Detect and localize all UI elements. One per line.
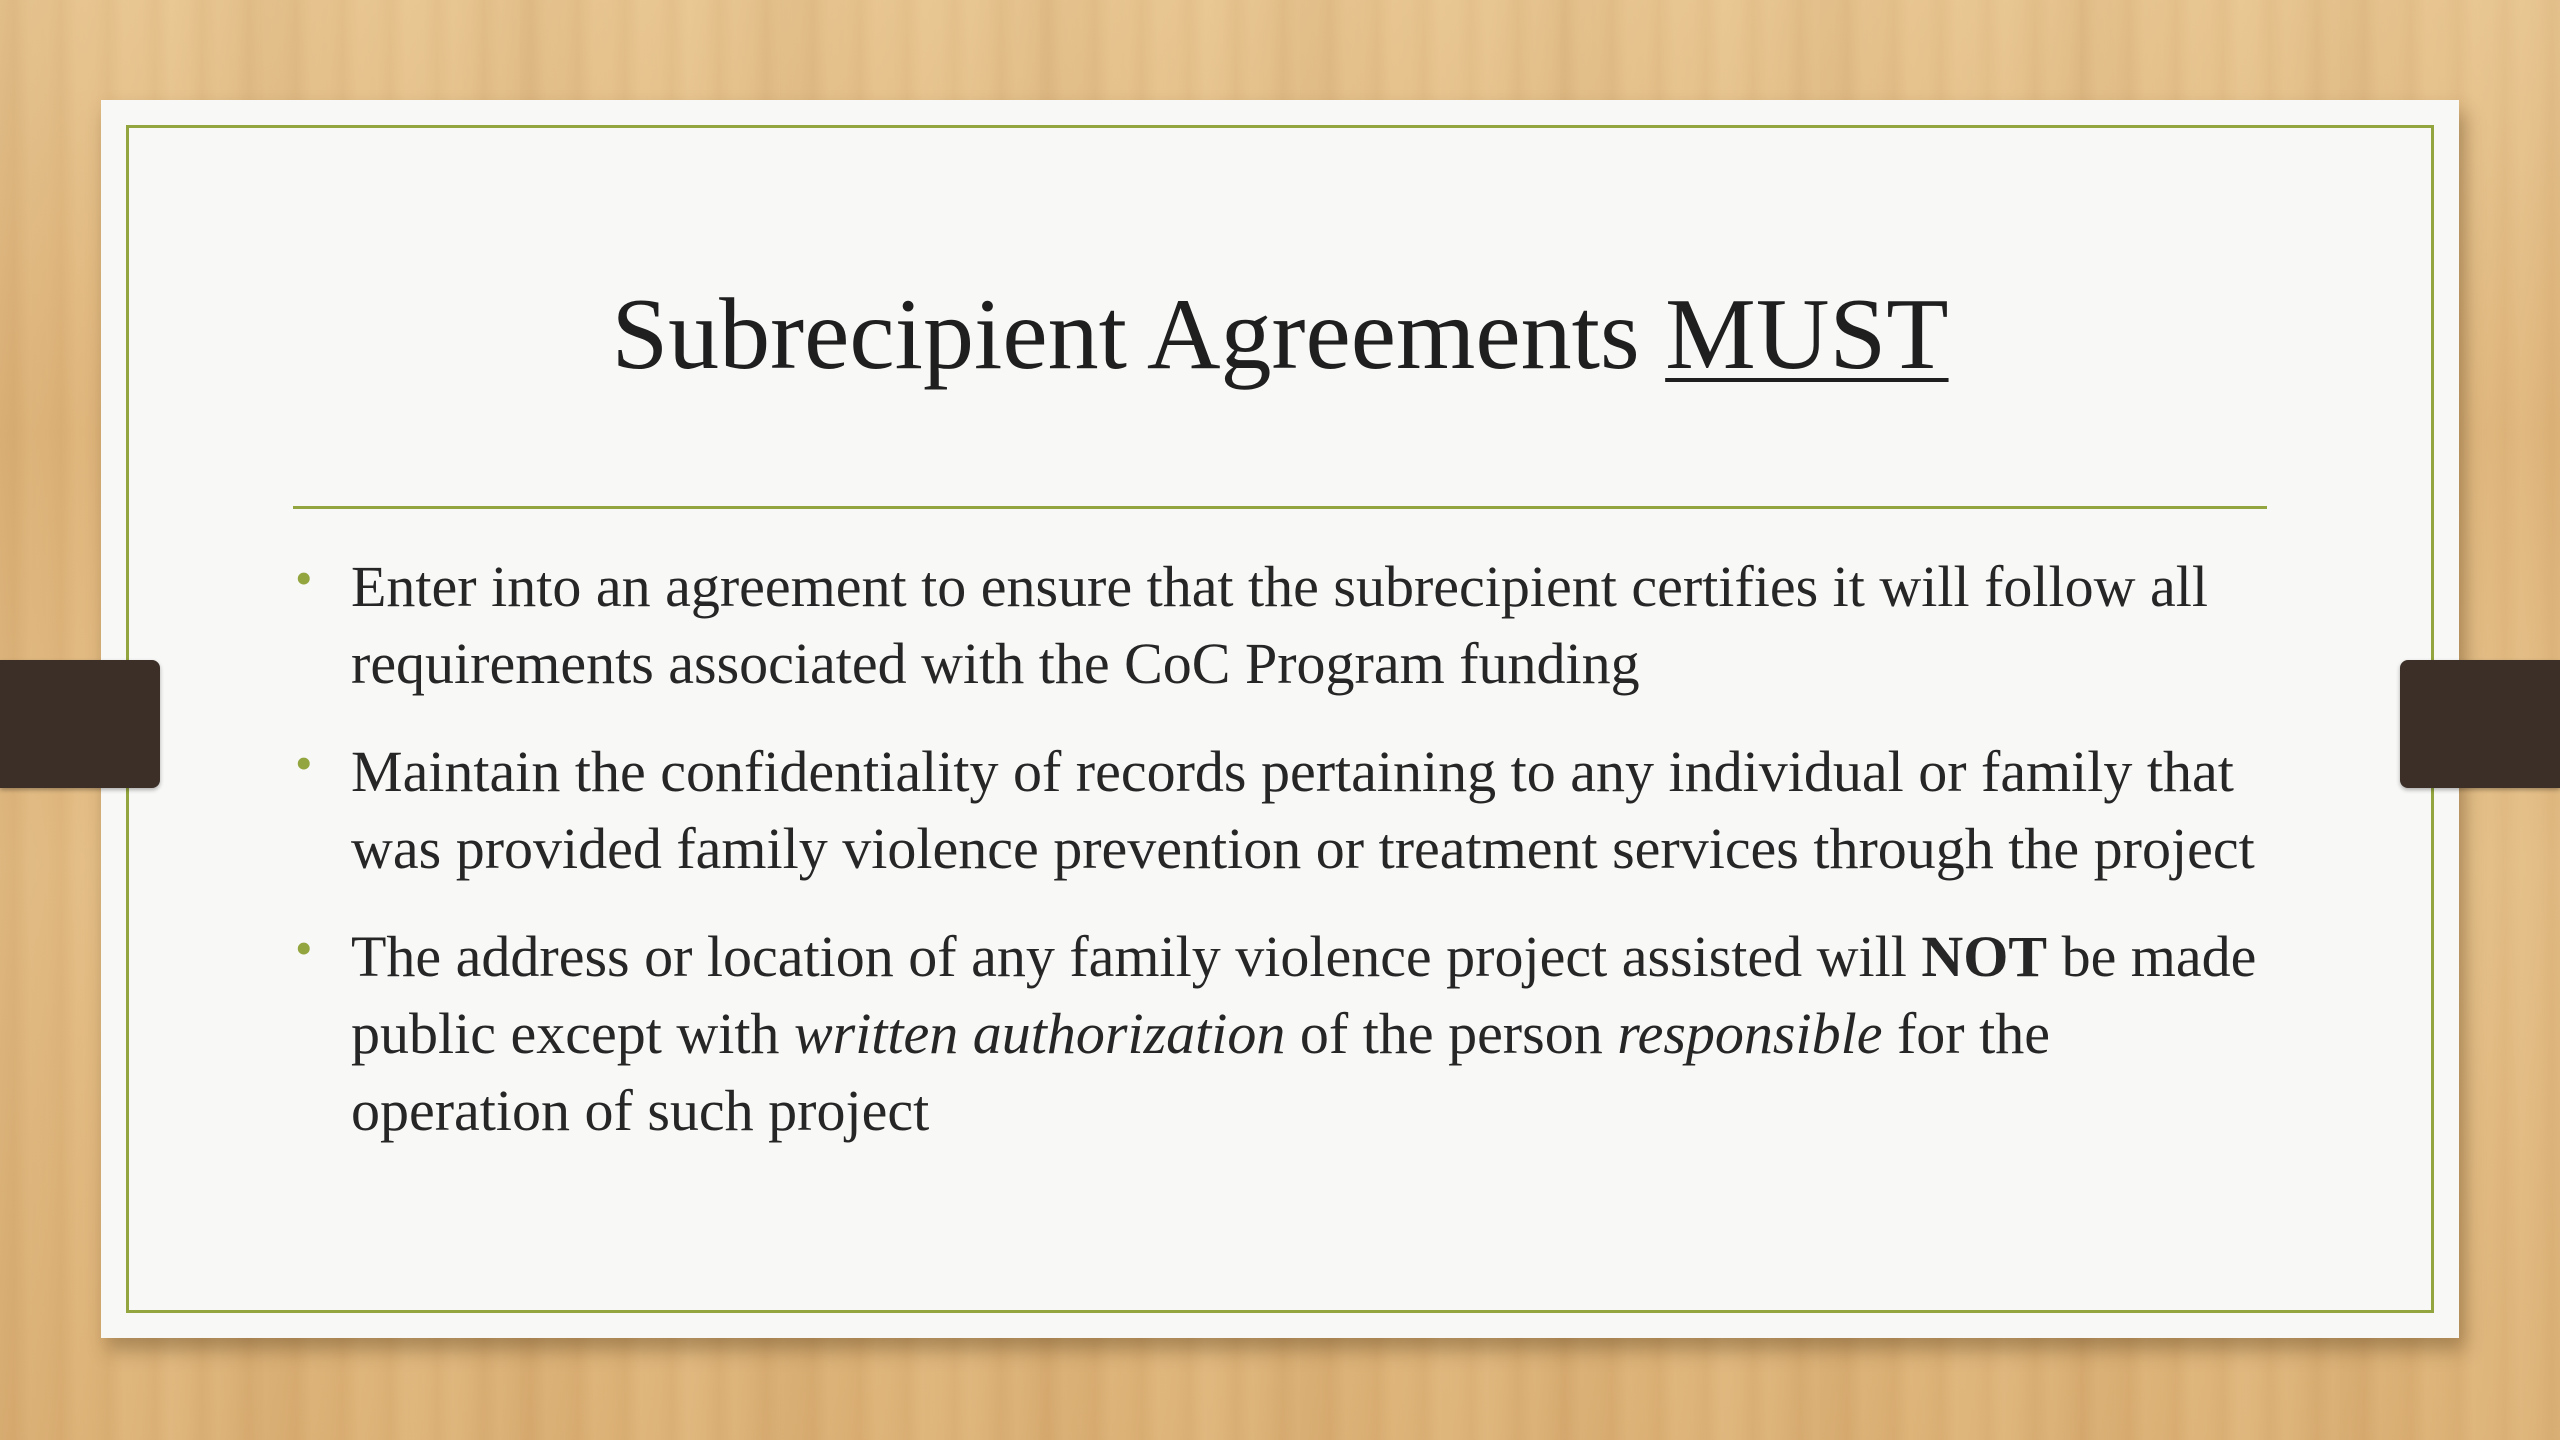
bullet-italic-written-authorization: written authorization xyxy=(793,1001,1286,1066)
bullet-text: Maintain the confidentiality of records pertaining to any individual or family that was provided family violence prevention or treatment services through the project xyxy=(351,739,2255,881)
slide-title-prefix: Subrecipient Agreements xyxy=(611,278,1666,391)
slide-title xyxy=(101,270,2459,400)
binder-clip-right xyxy=(2400,660,2560,788)
bullet-list xyxy=(293,548,2278,1180)
bullet-item-agreement xyxy=(293,548,2278,702)
binder-clip-left xyxy=(0,660,160,788)
bullet-text-part: for the operation of such project xyxy=(351,1001,2050,1143)
bullet-dot-icon: • xyxy=(295,550,313,606)
bullet-dot-icon: • xyxy=(295,735,313,791)
bullet-text-part: The address or location of any family violence project assisted will xyxy=(351,924,1922,989)
bullet-text-part: of the person xyxy=(1285,1001,1618,1066)
bullet-dot-icon: • xyxy=(295,920,313,976)
slide-title-emphasis: MUST xyxy=(1665,278,1949,391)
title-divider xyxy=(293,506,2267,509)
bullet-bold-not: NOT xyxy=(1921,924,2048,989)
bullet-item-confidentiality xyxy=(293,733,2278,887)
bullet-text-part: be made public except with xyxy=(351,924,2257,1066)
bullet-item-address xyxy=(293,918,2278,1149)
bullet-italic-responsible: responsible xyxy=(1617,1001,1883,1066)
bullet-text: Enter into an agreement to ensure that the subrecipient certifies it will follow all requirements associated with the CoC Program funding xyxy=(351,554,2208,696)
